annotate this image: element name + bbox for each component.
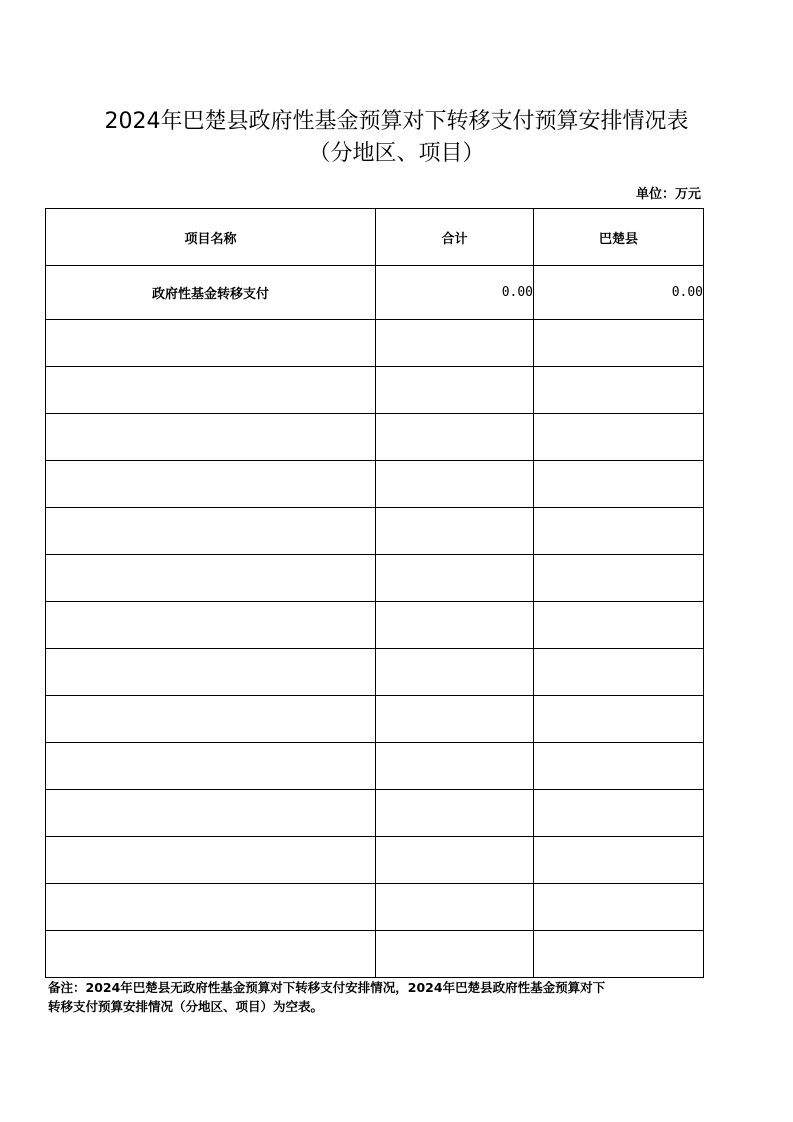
cell-bachu — [534, 931, 704, 978]
cell-item-name — [46, 743, 376, 790]
cell-bachu — [534, 461, 704, 508]
cell-bachu — [534, 320, 704, 367]
title-line-2: （分地区、项目） — [308, 141, 485, 166]
cell-bachu — [534, 790, 704, 837]
cell-total — [376, 884, 534, 931]
table-row — [46, 790, 704, 837]
cell-total — [376, 555, 534, 602]
cell-total — [376, 367, 534, 414]
column-header-item-name: 项目名称 — [46, 209, 376, 266]
cell-item-name — [46, 602, 376, 649]
footnote — [48, 978, 708, 1016]
table-row — [46, 931, 704, 978]
cell-item-name — [46, 884, 376, 931]
cell-total — [376, 649, 534, 696]
cell-total — [376, 320, 534, 367]
table-row — [46, 508, 704, 555]
footnote-line-2: 转移支付预算安排情况（分地区、项目）为空表。 — [48, 999, 324, 1014]
cell-item-name: 政府性基金转移支付 — [46, 266, 376, 320]
cell-item-name — [46, 508, 376, 555]
cell-item-name — [46, 696, 376, 743]
cell-item-name — [46, 555, 376, 602]
cell-item-name — [46, 367, 376, 414]
cell-bachu — [534, 649, 704, 696]
cell-bachu — [534, 837, 704, 884]
cell-bachu — [534, 414, 704, 461]
cell-bachu — [534, 602, 704, 649]
table-header-row — [46, 209, 704, 266]
table-row — [46, 461, 704, 508]
budget-table — [45, 208, 704, 978]
table-body — [46, 266, 704, 978]
cell-bachu — [534, 555, 704, 602]
cell-item-name — [46, 649, 376, 696]
cell-bachu — [534, 367, 704, 414]
cell-bachu — [534, 743, 704, 790]
cell-total — [376, 931, 534, 978]
footnote-line-1: 备注：2024年巴楚县无政府性基金预算对下转移支付安排情况，2024年巴楚县政府性基金预算对下 — [48, 980, 606, 995]
cell-total — [376, 461, 534, 508]
cell-bachu — [534, 508, 704, 555]
table-row — [46, 367, 704, 414]
cell-bachu — [534, 884, 704, 931]
cell-total: 0.00 — [376, 266, 534, 320]
cell-item-name — [46, 320, 376, 367]
table-row — [46, 884, 704, 931]
cell-item-name — [46, 931, 376, 978]
cell-total — [376, 696, 534, 743]
table-row — [46, 696, 704, 743]
cell-item-name — [46, 837, 376, 884]
cell-total — [376, 602, 534, 649]
table-row — [46, 414, 704, 461]
cell-total — [376, 508, 534, 555]
page-title — [0, 106, 793, 170]
table-row — [46, 743, 704, 790]
table-row — [46, 266, 704, 320]
table-row — [46, 555, 704, 602]
table-row — [46, 649, 704, 696]
table-row — [46, 602, 704, 649]
cell-total — [376, 837, 534, 884]
title-line-1: 2024年巴楚县政府性基金预算对下转移支付预算安排情况表 — [104, 109, 689, 134]
column-header-bachu: 巴楚县 — [534, 209, 704, 266]
cell-total — [376, 414, 534, 461]
column-header-total: 合计 — [376, 209, 534, 266]
cell-total — [376, 790, 534, 837]
unit-label: 单位：万元 — [635, 187, 701, 202]
table-row — [46, 837, 704, 884]
table-row — [46, 320, 704, 367]
cell-item-name — [46, 790, 376, 837]
cell-item-name — [46, 461, 376, 508]
cell-item-name — [46, 414, 376, 461]
cell-total — [376, 743, 534, 790]
cell-bachu — [534, 696, 704, 743]
cell-bachu: 0.00 — [534, 266, 704, 320]
